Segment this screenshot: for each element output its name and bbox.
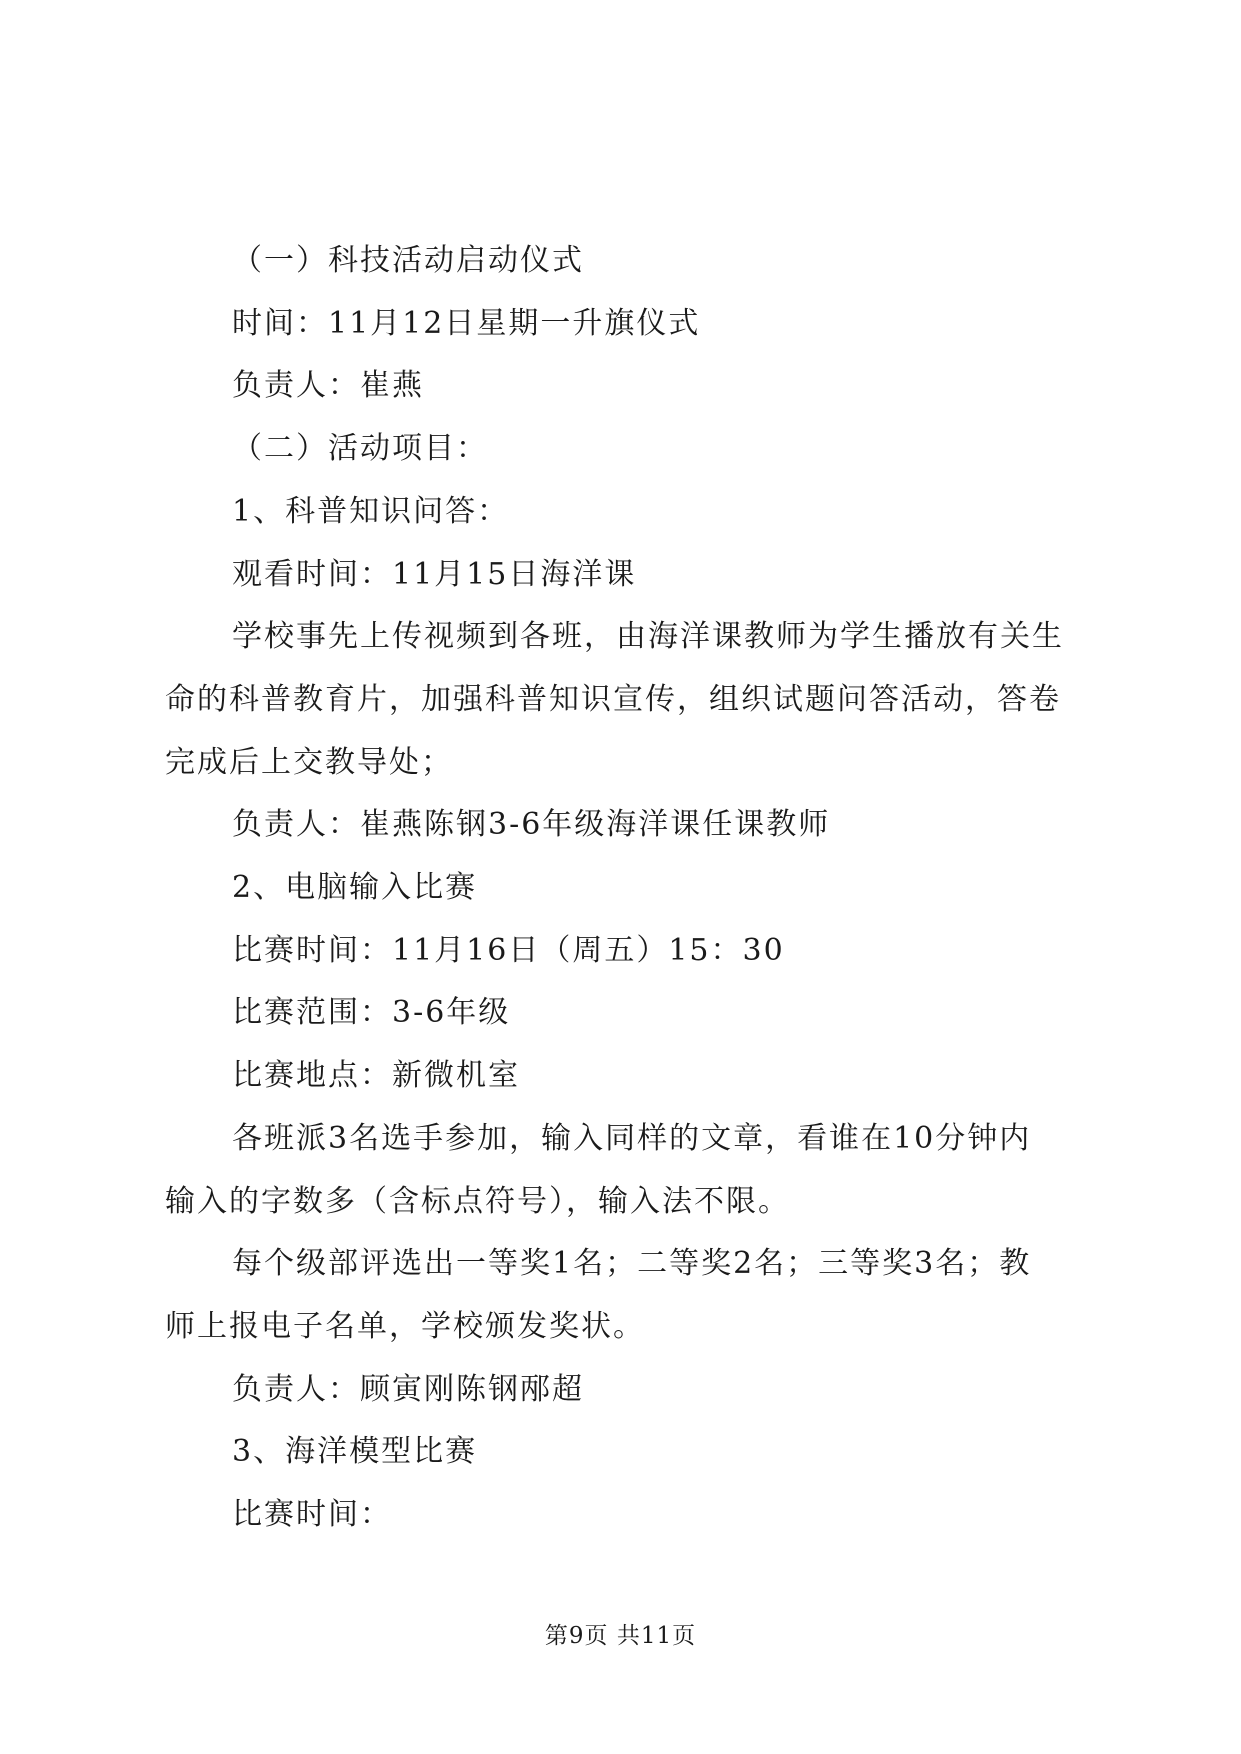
launch-owner: 负责人：崔燕	[232, 368, 424, 404]
paragraph-line: 每个级部评选出一等奖1名；二等奖2名；三等奖3名；教	[232, 1246, 1032, 1282]
section-heading-activities: （二）活动项目：	[232, 431, 488, 467]
page-number-footer: 第9页 共11页	[544, 1623, 697, 1649]
item-heading-typing: 2、电脑输入比赛	[232, 870, 478, 906]
paragraph-line: 输入的字数多（含标点符号），输入法不限。	[165, 1183, 790, 1219]
paragraph-line: 学校事先上传视频到各班，由海洋课教师为学生播放有关生	[232, 619, 1064, 655]
document-body	[165, 230, 1085, 1547]
paragraph-line: 命的科普教育片，加强科普知识宣传，组织试题问答活动，答卷	[165, 681, 1061, 717]
paragraph-line: 完成后上交教导处；	[165, 744, 453, 780]
model-time: 比赛时间：	[232, 1497, 392, 1533]
quiz-time: 观看时间：11月15日海洋课	[232, 556, 637, 592]
item-heading-quiz: 1、科普知识问答：	[232, 493, 510, 529]
typing-location: 比赛地点：新微机室	[232, 1058, 520, 1094]
section-heading-launch: （一）科技活动启动仪式	[232, 243, 584, 278]
launch-time: 时间：11月12日星期一升旗仪式	[232, 305, 701, 341]
item-heading-model: 3、海洋模型比赛	[232, 1434, 478, 1470]
typing-scope: 比赛范围：3-6年级	[232, 995, 511, 1031]
quiz-owner: 负责人：崔燕陈钢3-6年级海洋课任课教师	[232, 807, 831, 843]
typing-owner: 负责人：顾寅刚陈钢邴超	[232, 1371, 584, 1407]
typing-time: 比赛时间：11月16日（周五）15：30	[232, 932, 785, 968]
paragraph-line: 师上报电子名单，学校颁发奖状。	[165, 1308, 645, 1344]
paragraph-line: 各班派3名选手参加，输入同样的文章，看谁在10分钟内	[232, 1120, 1032, 1156]
